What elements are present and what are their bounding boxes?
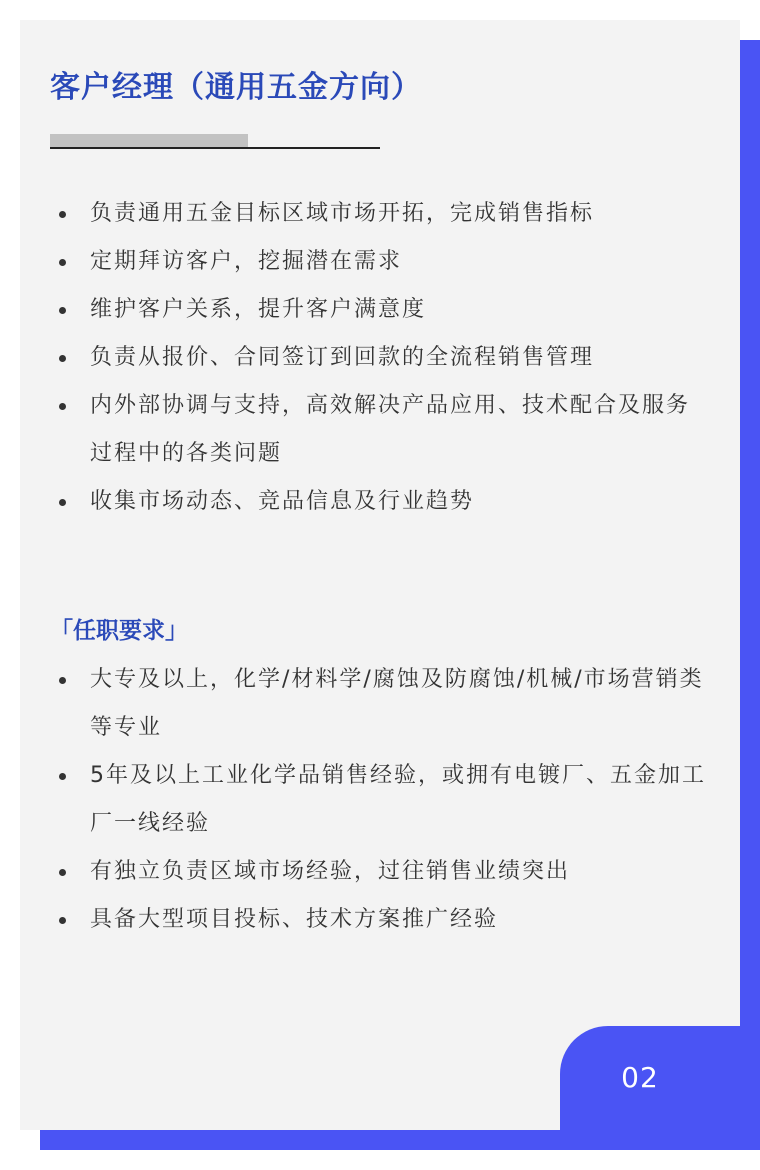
- duty-text: 负责通用五金目标区域市场开拓，完成销售指标: [90, 201, 595, 226]
- requirement-text: 具备大型项目投标、技术方案推广经验: [90, 907, 499, 932]
- list-item: [50, 238, 710, 286]
- requirement-text: 5年及以上工业化学品销售经验，或拥有电镀厂、五金加工厂一线经验: [90, 763, 706, 836]
- bullet-icon: [59, 869, 66, 876]
- bullet-icon: [59, 917, 66, 924]
- title-divider-line: [50, 147, 380, 149]
- requirements-heading: 「任职要求」: [50, 618, 188, 644]
- list-item: [50, 848, 710, 896]
- list-item: [50, 190, 710, 238]
- duties-list: [50, 190, 710, 526]
- bullet-icon: [59, 211, 66, 218]
- duty-text: 内外部协调与支持，高效解决产品应用、技术配合及服务过程中的各类问题: [90, 393, 691, 466]
- bullet-icon: [59, 259, 66, 266]
- list-item: [50, 896, 710, 944]
- bullet-icon: [59, 499, 66, 506]
- bullet-icon: [59, 355, 66, 362]
- requirements-list: [50, 656, 710, 944]
- duty-text: 定期拜访客户，挖掘潜在需求: [90, 249, 403, 274]
- bullet-icon: [59, 307, 66, 314]
- requirement-text: 大专及以上，化学/材料学/腐蚀及防腐蚀/机械/市场营销类等专业: [90, 667, 704, 740]
- list-item: [50, 656, 710, 752]
- list-item: [50, 478, 710, 526]
- page-number: 02: [621, 1061, 659, 1094]
- requirement-text: 有独立负责区域市场经验，过往销售业绩突出: [90, 859, 571, 884]
- list-item: [50, 286, 710, 334]
- list-item: [50, 334, 710, 382]
- bullet-icon: [59, 403, 66, 410]
- job-description-card: [20, 20, 740, 1130]
- bullet-icon: [59, 773, 66, 780]
- list-item: [50, 382, 710, 478]
- page-number-tab: [560, 1026, 760, 1130]
- duty-text: 收集市场动态、竞品信息及行业趋势: [90, 489, 475, 514]
- job-title: 客户经理（通用五金方向）: [50, 70, 422, 105]
- duty-text: 维护客户关系，提升客户满意度: [90, 297, 427, 322]
- title-divider-bar: [50, 134, 248, 147]
- list-item: [50, 752, 710, 848]
- bullet-icon: [59, 677, 66, 684]
- duty-text: 负责从报价、合同签订到回款的全流程销售管理: [90, 345, 595, 370]
